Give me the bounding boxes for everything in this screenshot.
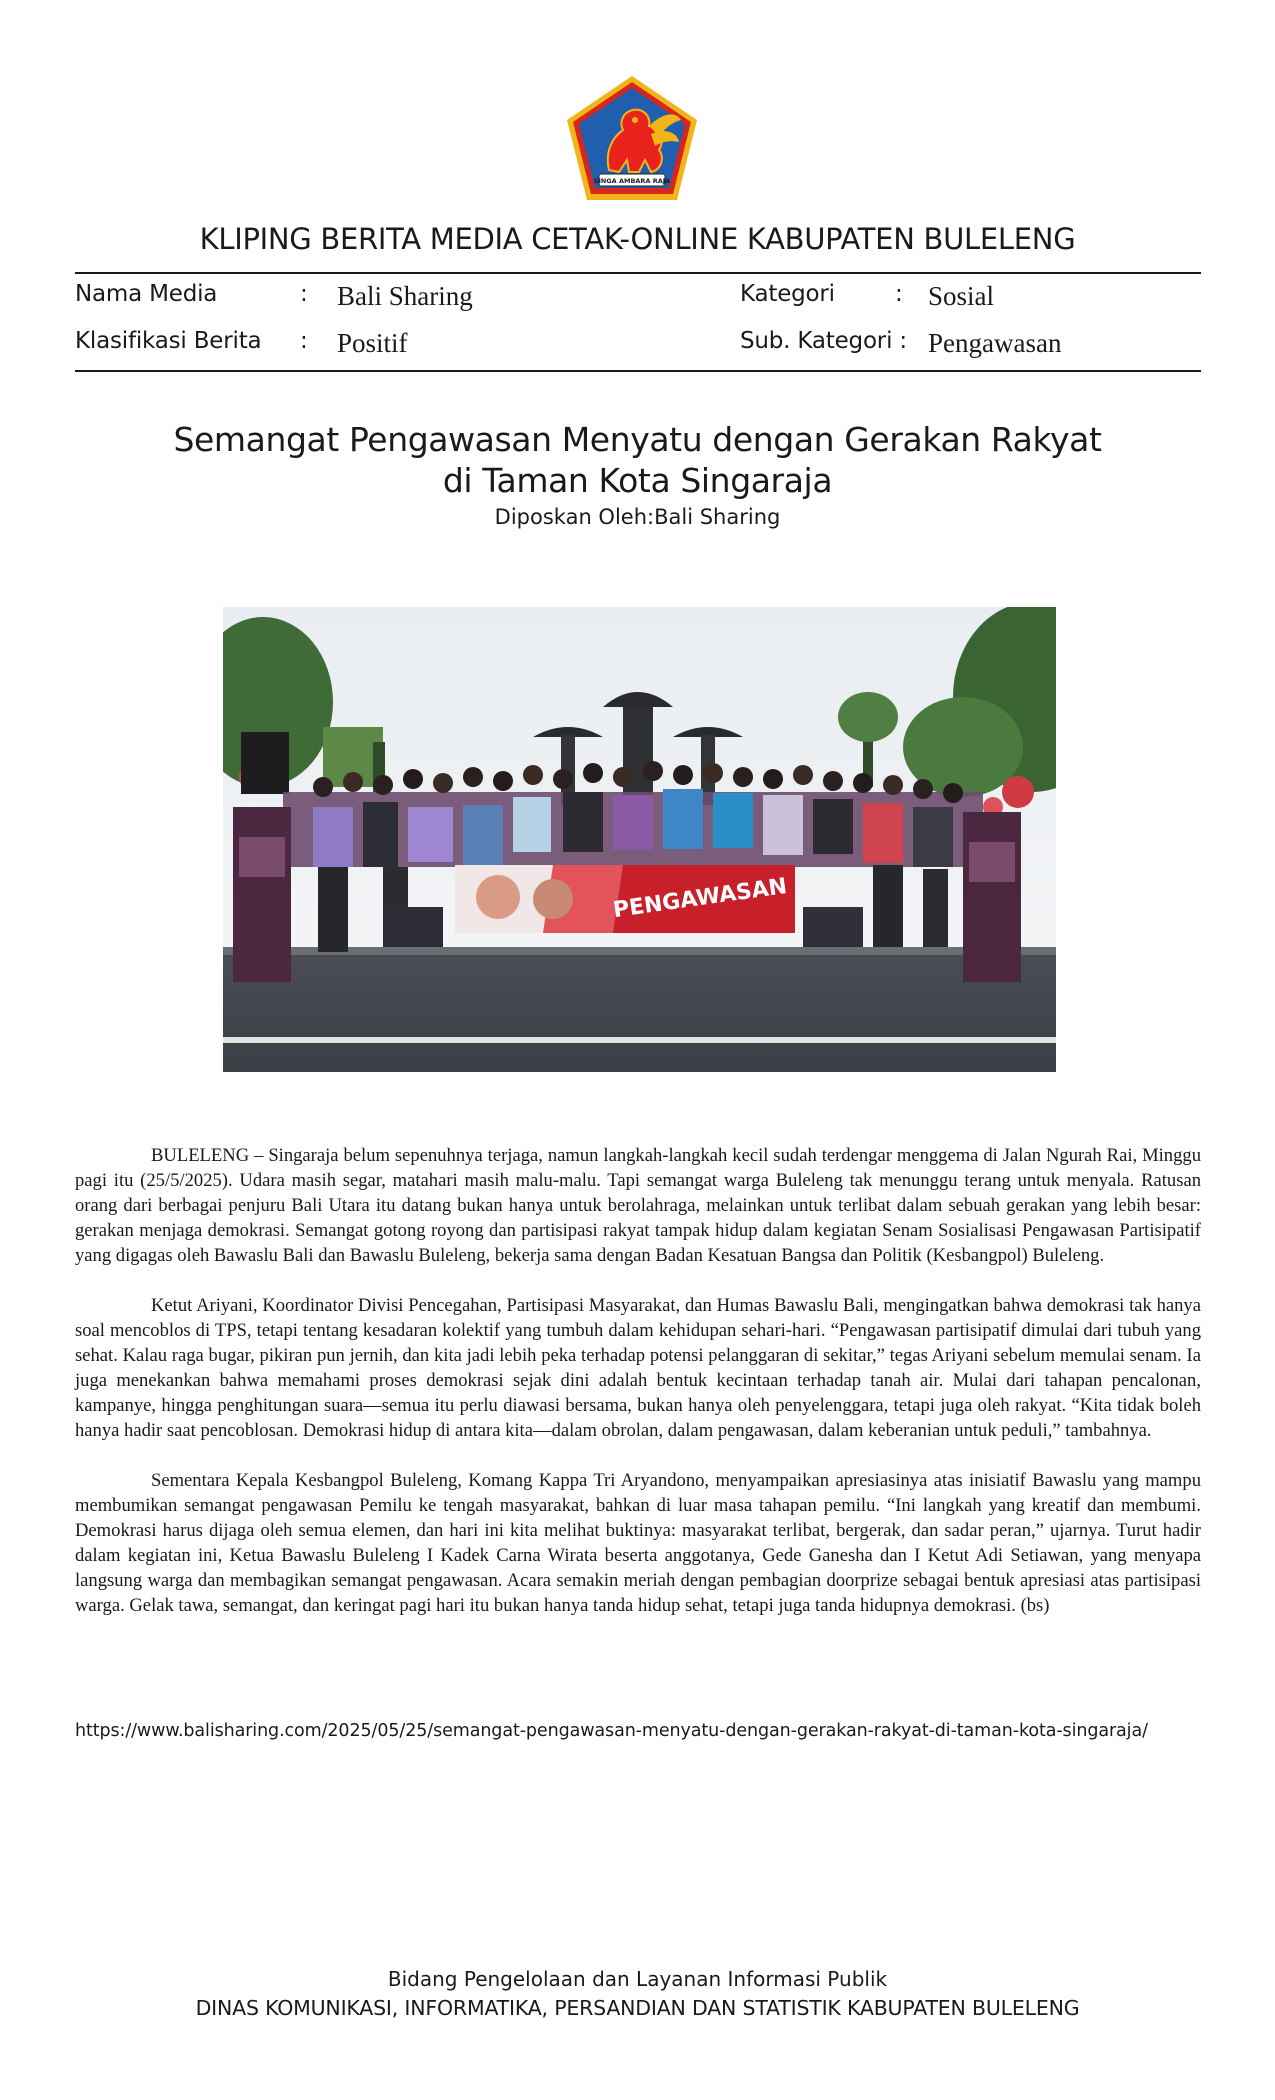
header-divider-top (75, 272, 1201, 274)
meta-kategori-value: Sosial (928, 281, 995, 311)
meta-colon: : (300, 328, 308, 354)
article-body (75, 1143, 1201, 1643)
footer-department: Bidang Pengelolaan dan Layanan Informasi Publik (387, 1967, 888, 1991)
clipping-header-title: KLIPING BERITA MEDIA CETAK-ONLINE KABUPATEN BULELENG (199, 222, 1076, 256)
meta-colon: : (895, 281, 903, 307)
singa-ambara-raja-emblem-icon (565, 74, 699, 202)
article-paragraph-2: Ketut Ariyani, Koordinator Divisi Pencegahan, Partisipasi Masyarakat, dan Humas Bawaslu Bali, mengingatkan bahwa demokrasi tak hanya soal mencoblos di TPS, tetapi tentang kesadaran kolektif yang tumbuh dalam kehidupan sehari-hari. “Pengawasan partisipatif dimulai dari tubuh yang sehat. Kalau raga bugar, pikiran pun jernih, dan kita jadi lebih peka terhadap potensi pelanggaran di sekitar,” tegas Ariyani sebelum memulai senam. Ia juga menekankan bahwa memahami proses demokrasi sejak dini adalah bentuk kecintaan terhadap tanah air. Mulai dari tahapan pencalonan, kampanye, hingga penghitungan suara—semua itu perlu diawasi bersama, bukan hanya oleh penyelenggara, tetapi juga oleh rakyat. “Kita tidak boleh hanya hadir saat pencoblosan. Demokrasi hidup di antara kita—dalam obrolan, dalam pengawasan, dalam keberanian untuk peduli,” tambahnya. (75, 1295, 1201, 1441)
meta-nama-media-value: Bali Sharing (337, 281, 473, 311)
meta-kategori-label: Kategori (740, 281, 835, 307)
article-title-line-2: di Taman Kota Singaraja (442, 461, 833, 500)
banner-text: PENGAWASAN (611, 873, 789, 924)
group-photo-illustration (223, 607, 1056, 1072)
meta-klasifikasi-value: Positif (337, 328, 408, 358)
article-paragraph-1: BULELENG – Singaraja belum sepenuhnya terjaga, namun langkah-langkah kecil sudah terdengar menggema di Jalan Ngurah Rai, Minggu pagi itu (25/5/2025). Udara masih segar, matahari masih malu-malu. Tapi semangat warga Buleleng tak menunggu terang untuk menyala. Ratusan orang dari berbagai penjuru Bali Utara itu datang bukan hanya untuk berolahraga, melainkan untuk terlibat dalam sebuah gerakan yang lebih besar: gerakan menjaga demokrasi. Semangat gotong royong dan partisipasi rakyat tampak hidup dalam kegiatan Senam Sosialisasi Pengawasan Partisipatif yang digagas oleh Bawaslu Bali dan Bawaslu Buleleng, bekerja sama dengan Badan Kesatuan Bangsa dan Politik (Kesbangpol) Buleleng. (75, 1145, 1201, 1266)
article-photo (223, 607, 1056, 1072)
source-url-link[interactable]: https://www.balisharing.com/2025/05/25/semangat-pengawasan-menyatu-dengan-gerakan-rakyat-di-taman-kota-singaraja/ (75, 1721, 1148, 1741)
meta-colon: : (300, 281, 308, 307)
meta-klasifikasi-label: Klasifikasi Berita (75, 328, 262, 354)
meta-sub-kategori-label: Sub. Kategori : (740, 328, 907, 354)
article-byline: Diposkan Oleh:Bali Sharing (494, 505, 781, 529)
article-paragraph-3: Sementara Kepala Kesbangpol Buleleng, Komang Kappa Tri Aryandono, menyampaikan apresiasinya atas inisiatif Bawaslu yang mampu membumikan semangat pengawasan Pemilu ke tengah masyarakat, bahkan di luar masa tahapan pemilu. “Ini langkah yang kreatif dan membumi. Demokrasi harus dijaga oleh semua elemen, dan hari ini kita melihat buktinya: masyarakat terlibat, bergerak, dan sadar peran,” ujarnya. Turut hadir dalam kegiatan ini, Ketua Bawaslu Buleleng I Kadek Carna Wirata beserta anggotanya, Gede Ganesha dan I Ketut Adi Setiawan, yang menyapa langsung warga dan membagikan semangat pengawasan. Acara semakin meriah dengan pembagian doorprize sebagai bentuk apresiasi atas partisipasi warga. Gelak tawa, semangat, dan keringat pagi hari itu bukan hanya tanda hidup sehat, tetapi juga tanda hidupnya demokrasi. (bs) (75, 1470, 1201, 1616)
article-title-line-1: Semangat Pengawasan Menyatu dengan Gerakan Rakyat (173, 420, 1102, 459)
meta-nama-media-label: Nama Media (75, 281, 218, 307)
header-divider-bottom (75, 370, 1201, 372)
footer-agency: DINAS KOMUNIKASI, INFORMATIKA, PERSANDIAN DAN STATISTIK KABUPATEN BULELENG (195, 1996, 1080, 2020)
emblem-ribbon-text: SINGA AMBARA RAJA (593, 177, 671, 185)
regency-emblem-logo (565, 74, 699, 202)
meta-sub-kategori-value: Pengawasan (928, 328, 1062, 358)
